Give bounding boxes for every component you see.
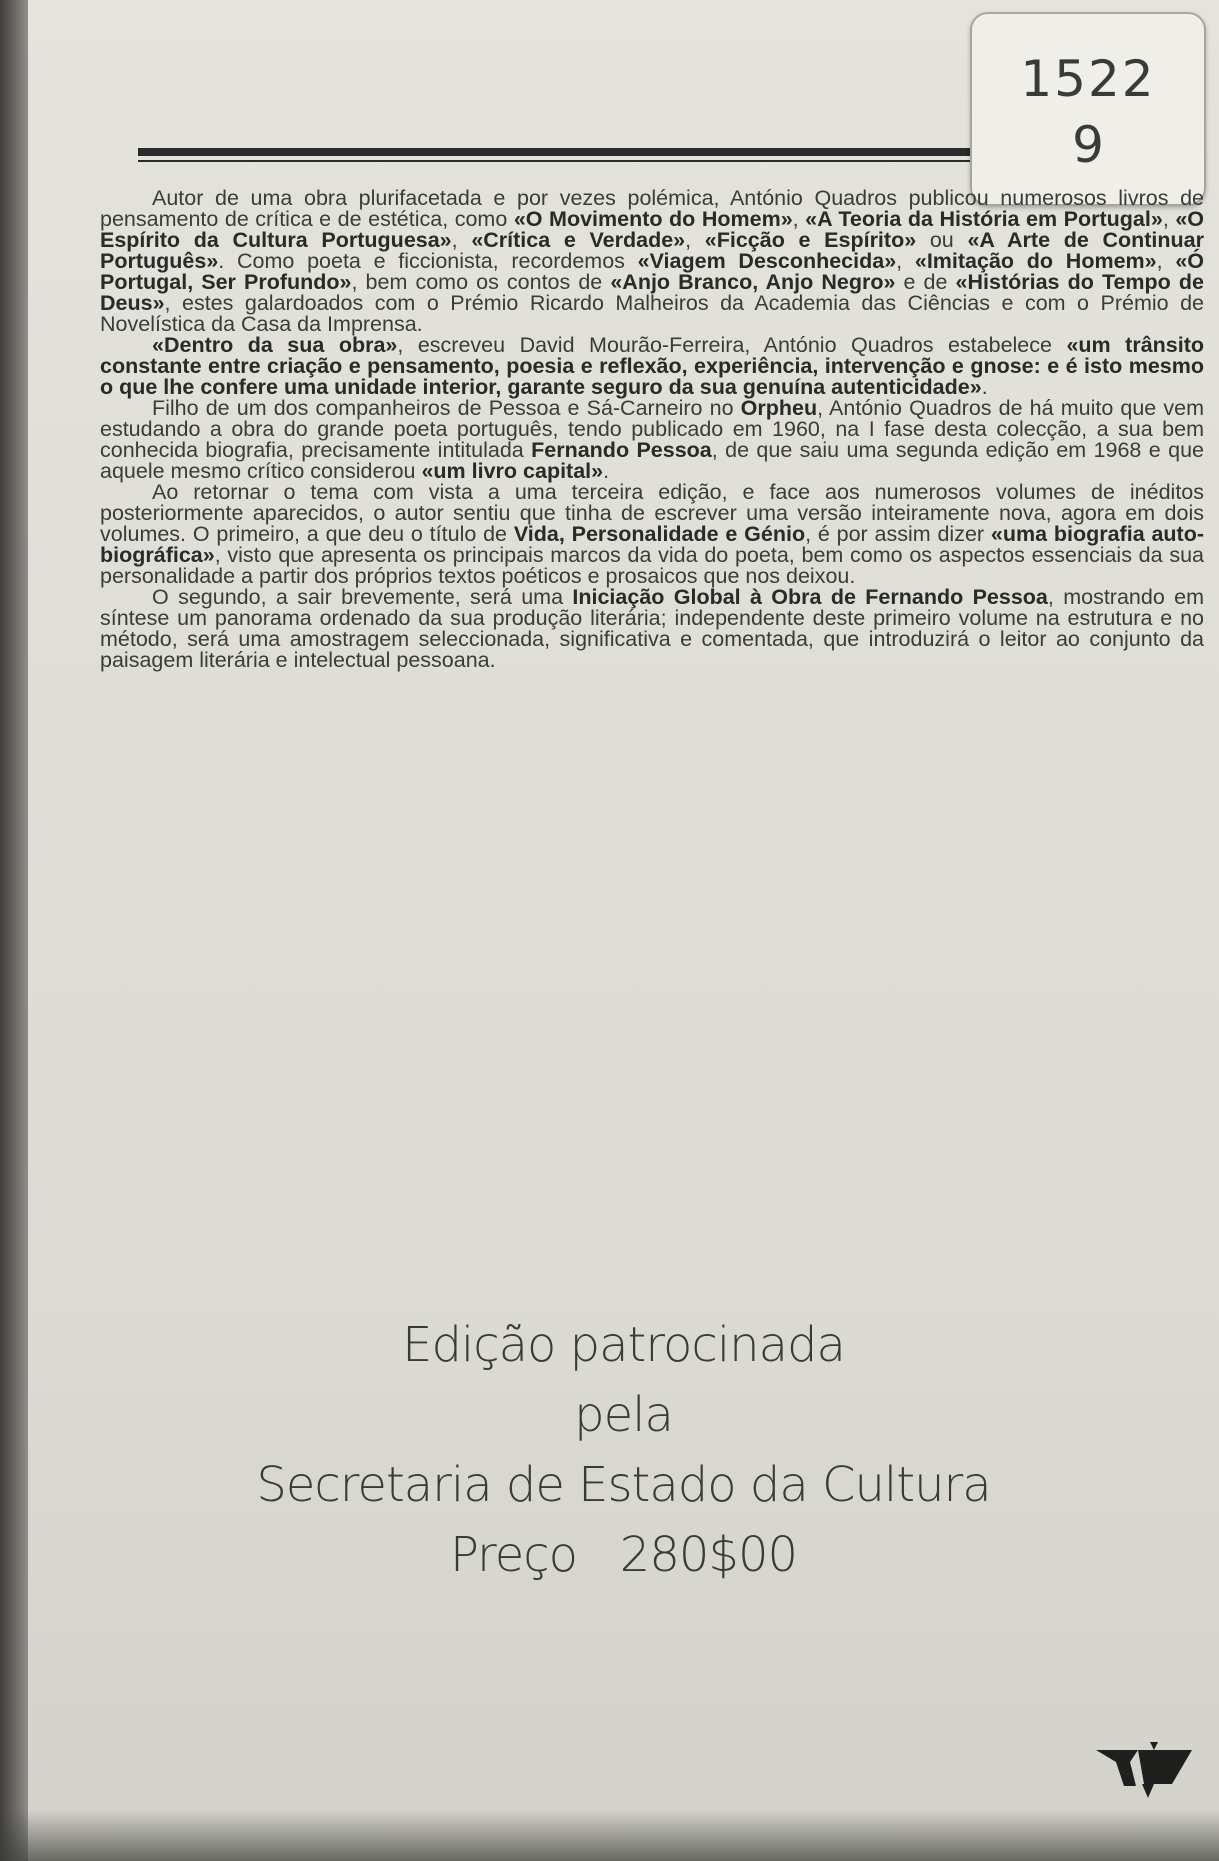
blurb-paragraph-5: O segundo, a sair brevemente, será uma Iniciação Global à Obra de Fernando Pessoa, mostrando em síntese um panorama ordenado da sua produção literária; independente deste primeiro volume na estrutura e no método, será uma amostragem seleccionada, significativa e comentada, que introduzirá o leitor ao conjunto da paisagem literária e intelectual pessoana. — [100, 585, 1204, 672]
blurb-paragraph-2: «Dentro da sua obra», escreveu David Mourão-Ferreira, António Quadros estabelece «um trânsito constante entre criação e pensamento, poesia e reflexão, experiência, intervenção e gnose: e é isto mesmo o que lhe confere uma unidade interior, garante seguro da sua genuína autenticidade». — [100, 333, 1205, 399]
sponsor-line-2: pela — [574, 1387, 673, 1443]
publisher-logo-icon — [1094, 1740, 1194, 1800]
bottom-edge-shadow — [0, 1810, 1219, 1861]
sponsorship-notice — [28, 1310, 1219, 1590]
price: Preço 280$00 — [449, 1527, 798, 1583]
sponsor-line-3: Secretaria de Estado da Cultura — [256, 1457, 991, 1513]
header-rule-thin — [138, 160, 990, 162]
label-catalog-number: 1522 — [1020, 50, 1156, 108]
page-edge-shadow — [0, 0, 28, 1861]
blurb-paragraph-1: Autor de uma obra plurifacetada e por vezes polémica, António Quadros publicou numerosos livros de pensamento de crítica e de estética, como «O Movimento do Homem», «A Teoria da História em Portugal», «O Espírito da Cultura Portuguesa», «Crítica e Verdade», «Ficção e Espírito» ou «A Arte de Continuar Português». Como poeta e ficcionista, recordemos «Viagem Desconhecida», «Imitação do Homem», «Ó Portugal, Ser Profundo», bem como os contos de «Anjo Branco, Anjo Negro» e de «Histórias do Tempo de Deus», estes galardoados com o Prémio Ricardo Malheiros da Academia das Ciências e com o Prémio de Novelística da Casa da Imprensa. — [100, 186, 1205, 336]
library-label-sticker — [970, 12, 1206, 206]
blurb-paragraph-3: Filho de um dos companheiros de Pessoa e Sá-Carneiro no Orpheu, António Quadros de há muito que vem estudando a obra do grande poeta português, tendo publicado em 1960, na I fase desta colecção, a sua bem conhecida biografia, precisamente intitulada Fernando Pessoa, de que saiu uma segunda edição em 1968 e que aquele mesmo crítico considerou «um livro capital». — [100, 396, 1204, 483]
sponsor-line-1: Edição patrocinada — [402, 1317, 845, 1373]
header-rule — [138, 148, 990, 156]
label-volume-number: 9 — [1072, 116, 1104, 174]
book-back-cover — [28, 0, 1219, 1861]
blurb-paragraph-4: Ao retornar o tema com vista a uma terceira edição, e face aos numerosos volumes de inéditos posteriormente aparecidos, o autor sentiu que tinha de escrever uma versão inteiramente nova, agora em dois volumes. O primeiro, a que deu o título de Vida, Personalidade e Génio, é por assim dizer «uma biografia auto-biográfica», visto que apresenta os principais marcos da vida do poeta, bem como os aspectos essenciais da sua personalidade a partir dos próprios textos poéticos e prosaicos que nos deixou. — [100, 480, 1204, 588]
blurb-text — [100, 188, 1204, 671]
